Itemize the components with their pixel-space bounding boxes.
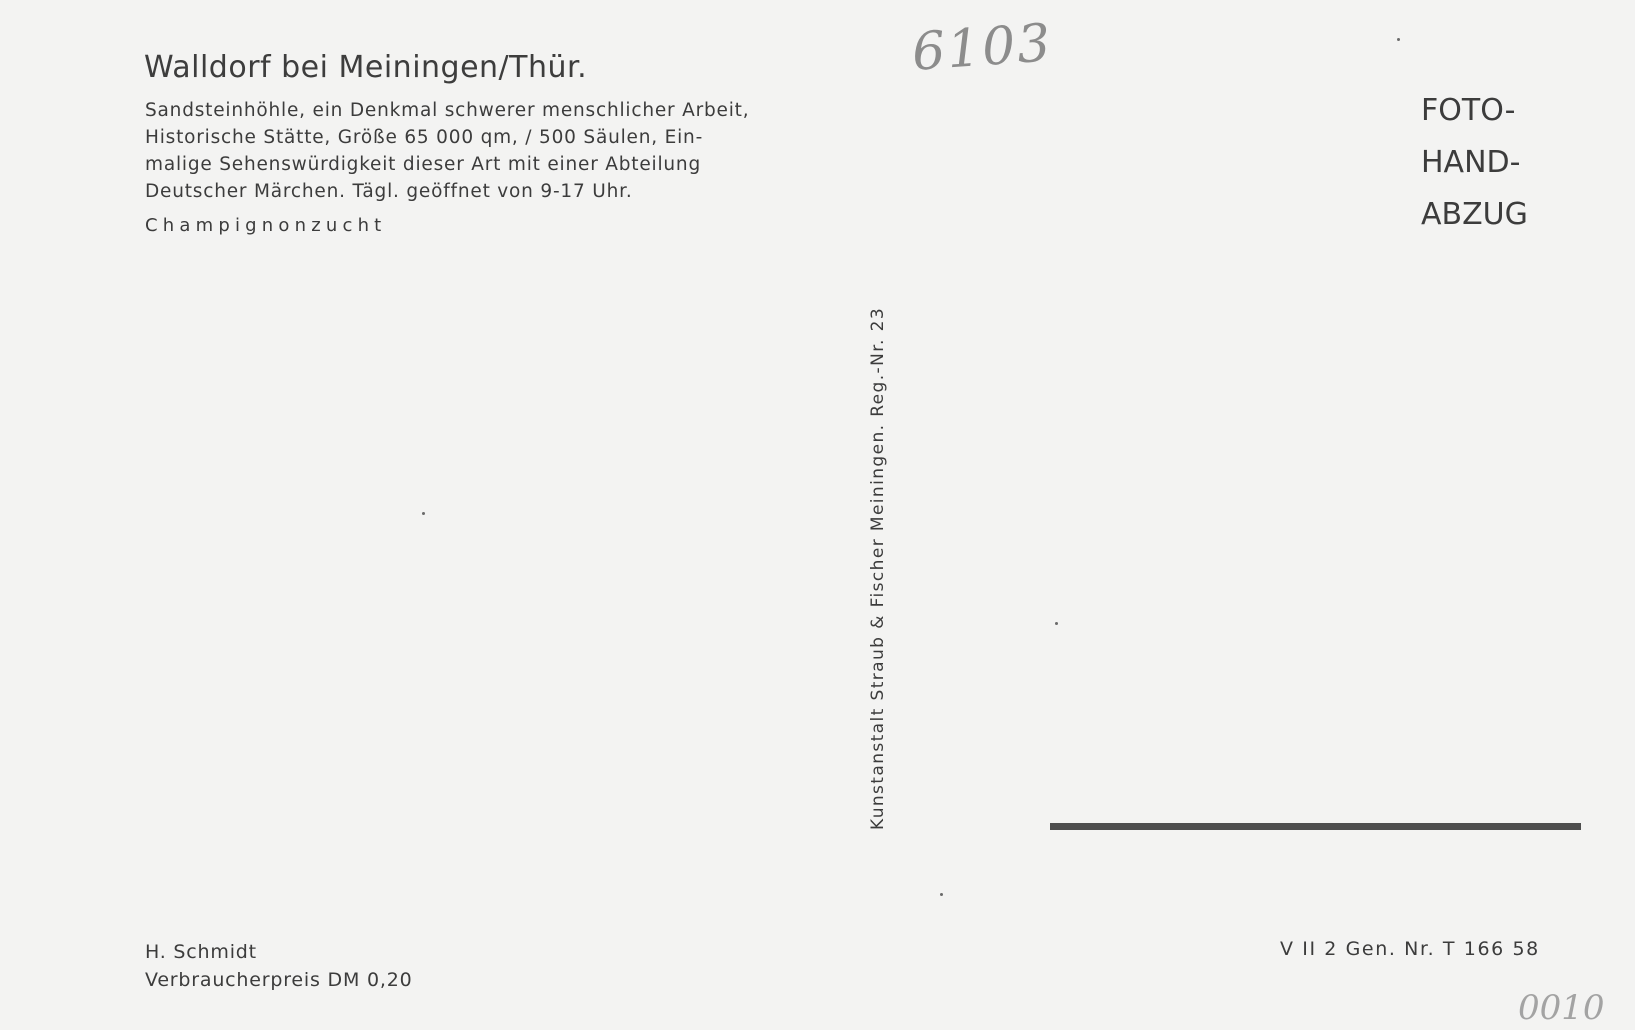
stamp-line: HAND-: [1421, 145, 1521, 180]
handwritten-number-bottom: 0010: [1518, 988, 1605, 1028]
paper-speck: [1055, 622, 1058, 625]
handwritten-number-top: 6103: [910, 13, 1055, 83]
stamp-line: FOTO-: [1421, 93, 1516, 128]
description-line: Historische Stätte, Größe 65 000 qm, ∕ 500 Säulen, Ein-: [145, 127, 704, 148]
paper-speck: [940, 893, 943, 896]
registration-number: V II 2 Gen. Nr. T 166 58: [1280, 938, 1540, 960]
stamp-line: ABZUG: [1421, 197, 1528, 232]
price-label: Verbraucherpreis DM 0,20: [145, 969, 413, 991]
center-divider: [835, 40, 836, 1000]
description-line: malige Sehenswürdigkeit dieser Art mit einer Abteilung: [145, 154, 701, 175]
publisher-imprint: Kunstanstalt Straub & Fischer Meiningen. Reg.-Nr. 23: [868, 306, 888, 830]
paper-speck: [422, 512, 425, 515]
paper-speck: [1397, 38, 1400, 41]
card-title: Walldorf bei Meiningen/Thür.: [144, 50, 588, 85]
credit-block: [145, 938, 413, 994]
description-line: Sandsteinhöhle, ein Denkmal schwerer menschlicher Arbeit,: [145, 100, 750, 121]
description-line: Deutscher Märchen. Tägl. geöffnet von 9-17 Uhr.: [145, 181, 633, 202]
address-line: [1050, 823, 1581, 830]
description: [145, 97, 782, 205]
subline: Champignonzucht: [145, 215, 387, 236]
stamp-box-label: [1421, 85, 1528, 241]
photographer-credit: H. Schmidt: [145, 941, 257, 963]
